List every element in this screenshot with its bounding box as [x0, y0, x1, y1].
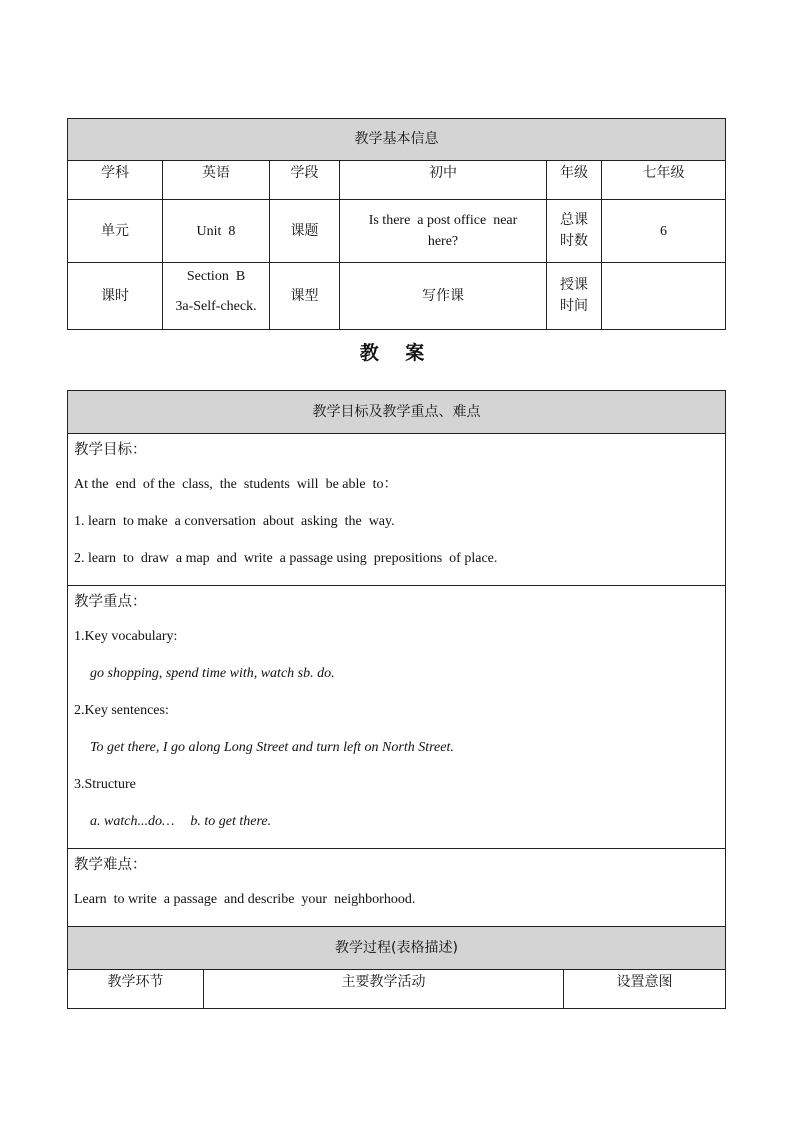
key-sentences: To get there, I go along Long Street and turn left on North Street. [90, 740, 454, 755]
process-col-stage: 教学环节 [68, 970, 204, 1009]
structure-label: 3.Structure [74, 777, 136, 792]
unit-label: 单元 [68, 200, 163, 263]
objective-line: At the end of the class, the students will be able to： [74, 477, 398, 492]
period-value-line1: Section B [186, 269, 246, 284]
lesson-plan-title: 教 案 [359, 342, 435, 364]
subject-label: 学科 [68, 161, 163, 200]
goals-header: 教学目标及教学重点、难点 [68, 391, 726, 434]
structure-items [74, 803, 719, 840]
unit-value: Unit 8 [163, 200, 270, 263]
key-points-title: 教学重点： [74, 594, 147, 610]
subject-value: 英语 [163, 161, 270, 200]
total-hours-label-line1: 总课 [560, 212, 588, 228]
lesson-type-label: 课型 [270, 263, 340, 330]
difficulty-text: Learn to write a passage and describe your neighborhood. [74, 892, 416, 907]
lesson-type-value: 写作课 [340, 263, 547, 330]
topic-label: 课题 [270, 200, 340, 263]
teaching-time-value [602, 263, 726, 330]
objective-line: 1. learn to make a conversation about asking the way. [74, 514, 395, 529]
period-value-line2: 3a-Self-check. [175, 299, 257, 314]
key-vocabulary: go shopping, spend time with, watch sb. do. [90, 666, 335, 681]
process-col-purpose: 设置意图 [564, 970, 726, 1009]
key-sentences-label: 2.Key sentences: [74, 703, 169, 718]
process-col-activities: 主要教学活动 [204, 970, 564, 1009]
teaching-time-label-line2: 时间 [560, 298, 588, 314]
process-header: 教学过程(表格描述) [68, 927, 726, 970]
teaching-time-label [547, 263, 602, 330]
period-label: 课时 [68, 263, 163, 330]
grade-value: 七年级 [602, 161, 726, 200]
grade-label: 年级 [547, 161, 602, 200]
total-hours-label-line2: 时数 [560, 233, 588, 249]
stage-value: 初中 [340, 161, 547, 200]
key-vocabulary-label: 1.Key vocabulary: [74, 629, 178, 644]
structure-item-a: a. watch...do… [90, 814, 175, 829]
topic-value: Is there a post office near here? [340, 200, 547, 263]
basic-info-header: 教学基本信息 [68, 119, 726, 161]
difficulty-title: 教学难点： [74, 857, 147, 873]
lesson-plan-table [67, 390, 726, 1009]
basic-info-table [67, 118, 726, 330]
stage-label: 学段 [270, 161, 340, 200]
total-hours-value: 6 [602, 200, 726, 263]
objective-line: 2. learn to draw a map and write a passage using prepositions of place. [74, 551, 498, 566]
objectives-title: 教学目标： [74, 442, 147, 458]
difficulty-section [68, 849, 726, 927]
teaching-time-label-line1: 授课 [560, 277, 588, 293]
total-hours-label [547, 200, 602, 263]
period-value [163, 263, 270, 330]
structure-item-b: b. to get there. [190, 814, 272, 829]
key-points-section [68, 586, 726, 849]
objectives-section [68, 434, 726, 586]
